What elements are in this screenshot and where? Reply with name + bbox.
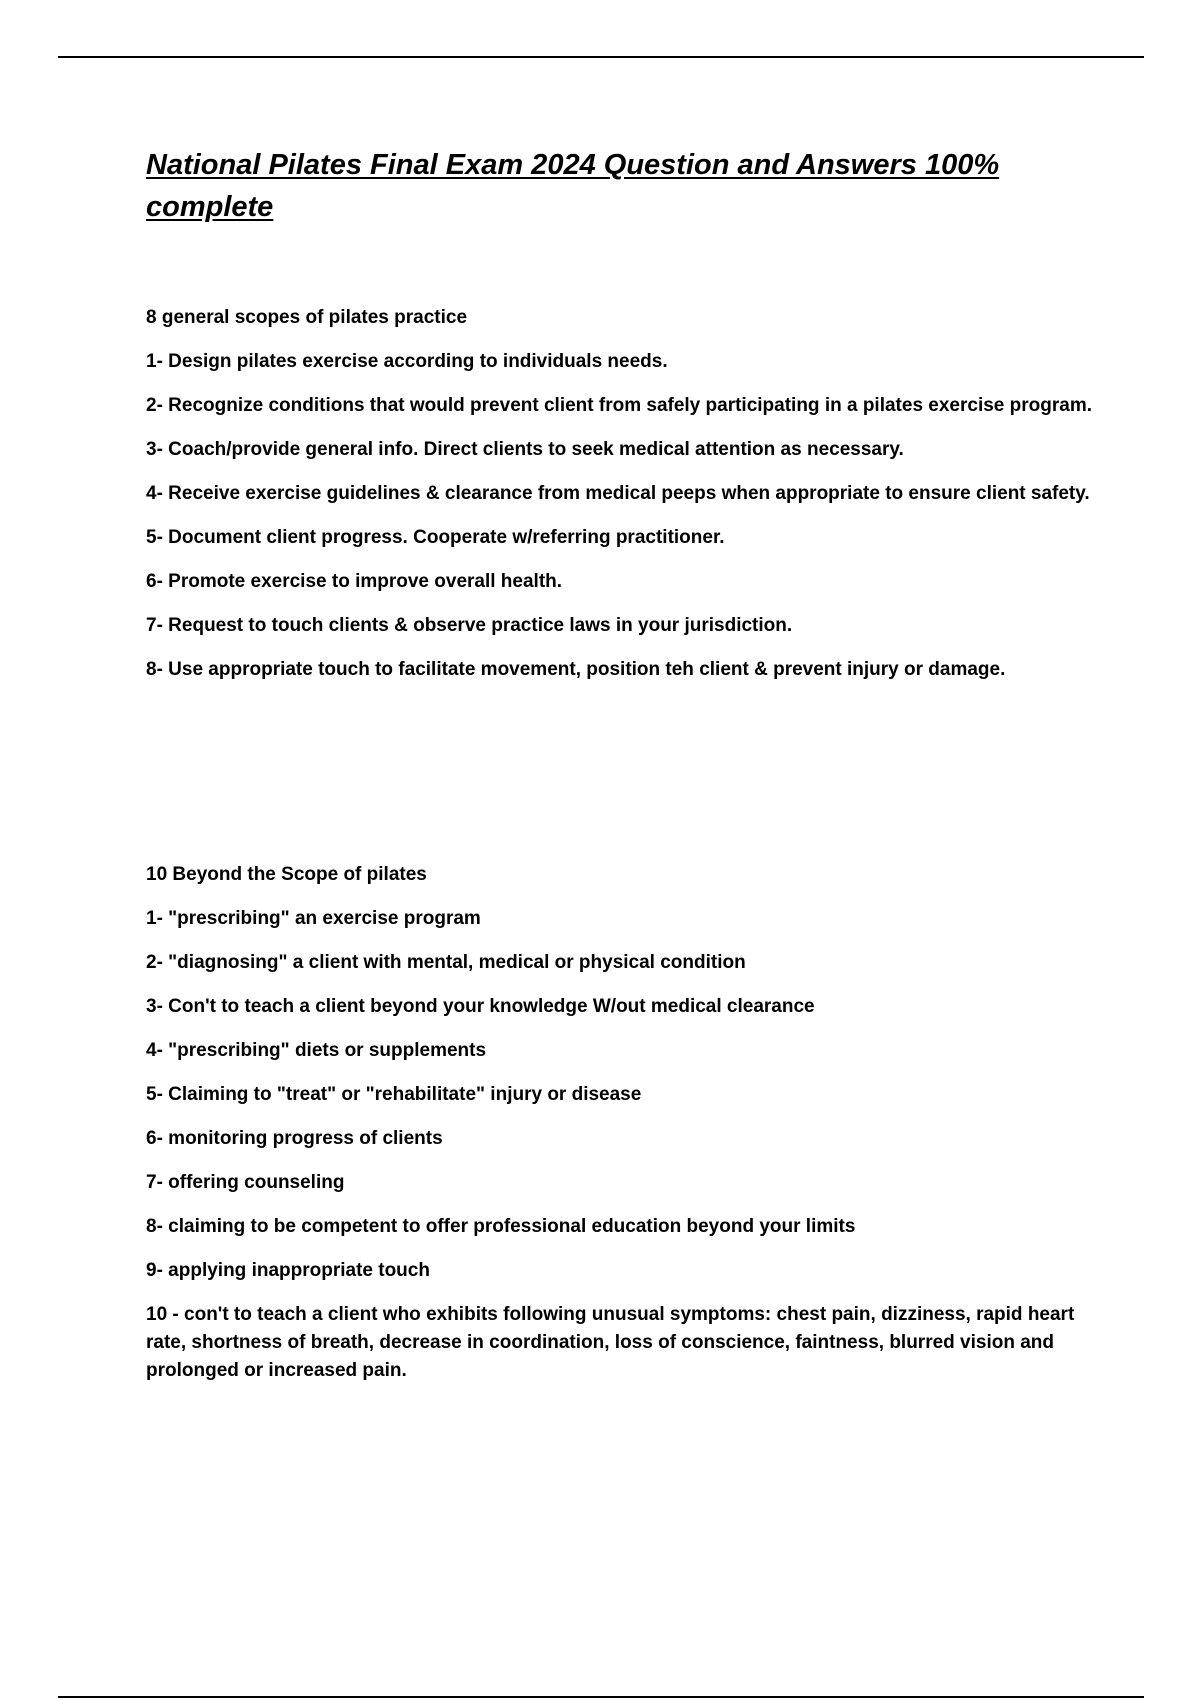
list-item: 5- Claiming to "treat" or "rehabilitate" injury or disease: [146, 1084, 642, 1105]
list-item: 1- Design pilates exercise according to individuals needs.: [146, 351, 668, 372]
section-beyond-scope: [146, 861, 1096, 1401]
list-item: 8- Use appropriate touch to facilitate movement, position teh client & prevent injury or damage.: [146, 659, 1006, 680]
list-item: 6- monitoring progress of clients: [146, 1128, 443, 1149]
section-heading: 8 general scopes of pilates practice: [146, 307, 468, 328]
list-item: 3- Con't to teach a client beyond your knowledge W/out medical clearance: [146, 996, 815, 1017]
list-item: 7- Request to touch clients & observe practice laws in your jurisdiction.: [146, 615, 793, 636]
header-rule: [58, 56, 1144, 58]
section-general-scopes: [146, 304, 1096, 700]
list-item: 7- offering counseling: [146, 1172, 345, 1193]
list-item: 10 - con't to teach a client who exhibits following unusual symptoms: chest pain, dizziness, rapid heart rate, shortness of breath, decrease in coordination, loss of conscience, faintness, blurred vision and prolonged or increased pain.: [146, 1304, 1075, 1381]
footer-rule: [58, 1696, 1144, 1698]
list-item: 3- Coach/provide general info. Direct clients to seek medical attention as necessary.: [146, 439, 904, 460]
list-item: 5- Document client progress. Cooperate w/referring practitioner.: [146, 527, 725, 548]
scope-list: [146, 348, 1096, 684]
list-item: 4- "prescribing" diets or supplements: [146, 1040, 487, 1061]
page-title: National Pilates Final Exam 2024 Question and Answers 100% complete: [146, 149, 1000, 223]
list-item: 1- "prescribing" an exercise program: [146, 908, 481, 929]
list-item: 8- claiming to be competent to offer professional education beyond your limits: [146, 1216, 856, 1237]
section-heading: 10 Beyond the Scope of pilates: [146, 864, 427, 885]
list-item: 9- applying inappropriate touch: [146, 1260, 430, 1281]
list-item: 4- Receive exercise guidelines & clearance from medical peeps when appropriate to ensure client safety.: [146, 483, 1090, 504]
list-item: 2- "diagnosing" a client with mental, medical or physical condition: [146, 952, 746, 973]
list-item: 2- Recognize conditions that would prevent client from safely participating in a pilates exercise program.: [146, 395, 1092, 416]
beyond-scope-list: [146, 905, 1096, 1385]
list-item: 6- Promote exercise to improve overall health.: [146, 571, 563, 592]
